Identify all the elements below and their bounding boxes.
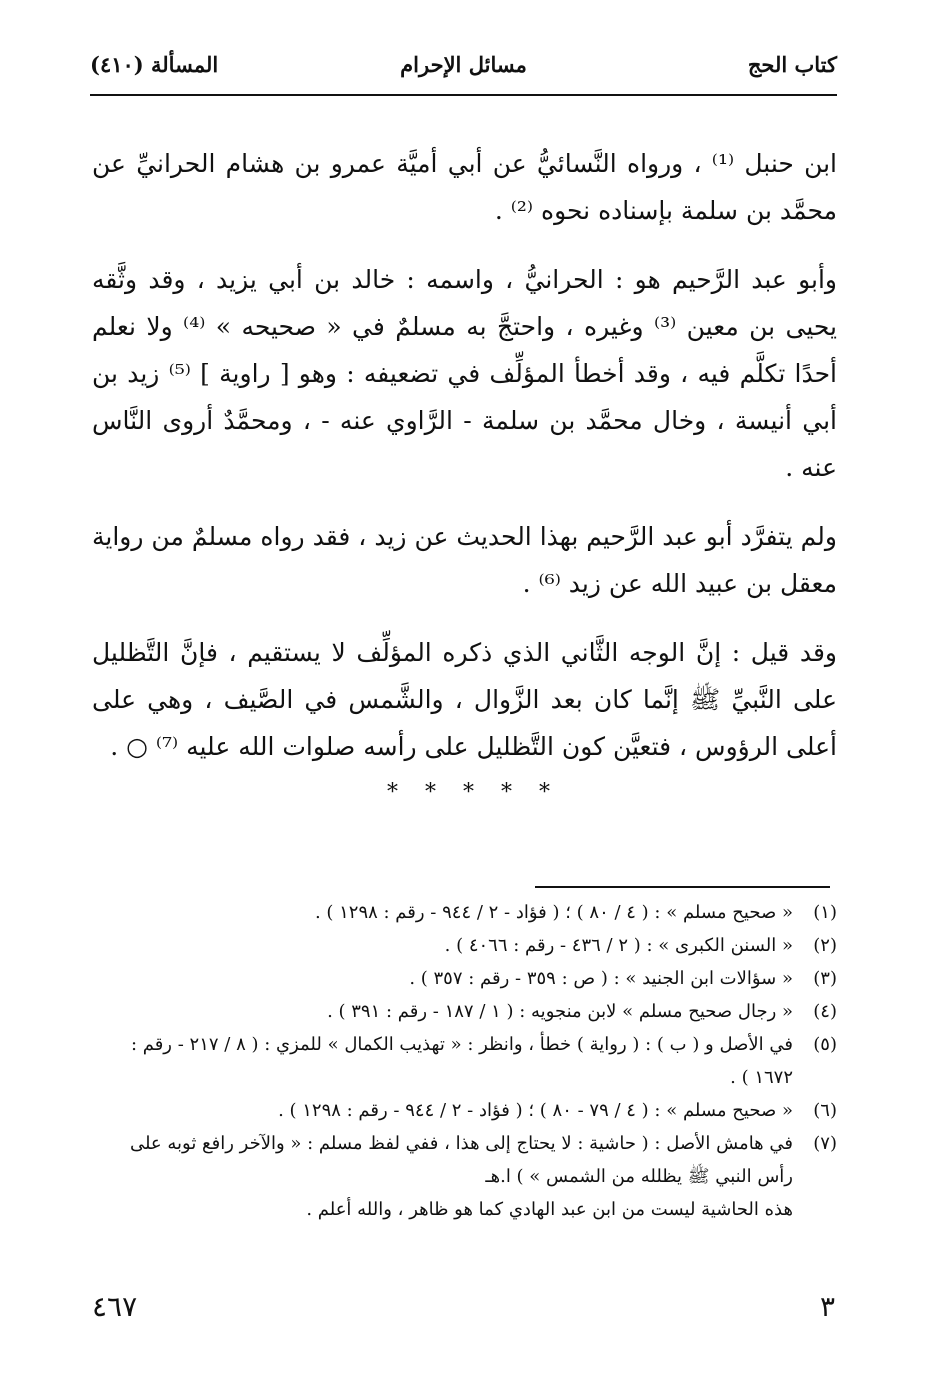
chapter-title: مسائل الإحرام bbox=[400, 52, 527, 77]
footnote-2 bbox=[92, 929, 837, 962]
footnote-1 bbox=[92, 896, 837, 929]
paragraph-1: ابن حنبل ⁽¹⁾ ، ورواه النَّسائيُّ عن أبي أميَّة عمرو بن هشام الحرانيِّ عن محمَّد بن سلمة بإسناده نحوه ⁽²⁾ . bbox=[92, 149, 838, 225]
footnote-number: (٣) bbox=[813, 968, 837, 989]
paragraph-4: وقد قيل : إنَّ الوجه الثَّاني الذي ذكره المؤلِّف لا يستقيم ، فإنَّ التَّظليل على النَّبيِّ ﷺ إنَّما كان بعد الزَّوال ، والشَّمس في الصَّيف ، وهي على أعلى الرؤوس ، فتعيَّن كون التَّظليل على رأسه صلوات الله عليه ⁽⁷⁾ ○ . bbox=[92, 638, 837, 761]
footnote-7-continuation: هذه الحاشية ليست من ابن عبد الهادي كما هو ظاهر ، والله أعلم . bbox=[306, 1199, 793, 1220]
header-divider bbox=[90, 94, 837, 96]
footnote-text: « رجال صحيح مسلم » لابن منجويه : ( ١ / ١٨٧ - رقم : ٣٩١ ) . bbox=[327, 1001, 793, 1022]
paragraph-2: وأبو عبد الرَّحيم هو : الحرانيُّ ، واسمه : خالد بن أبي يزيد ، وقد وثَّقه يحيى بن معين ⁽³⁾ وغيره ، واحتجَّ به مسلمٌ في « صحيحه » ⁽⁴⁾ ولا نعلم أحدًا تكلَّم فيه ، وقد أخطأ المؤلِّف في تضعيفه : وهو [ راوية ] ⁽⁵⁾ زيد بن أبي أنيسة ، وخال محمَّد بن سلمة - الرَّاوي عنه - ، ومحمَّدٌ أروى النَّاس عنه . bbox=[92, 265, 837, 482]
footnote-text: « صحيح مسلم » : ( ٤ / ٧٩ - ٨٠ ) ؛ ( فؤاد - ٢ / ٩٤٤ - رقم : ١٢٩٨ ) . bbox=[278, 1100, 793, 1121]
footnote-number: (٤) bbox=[813, 1001, 837, 1022]
footnotes bbox=[92, 896, 837, 1226]
footnote-text: « السنن الكبرى » : ( ٢ / ٤٣٦ - رقم : ٤٠٦٦ ) . bbox=[444, 935, 793, 956]
footnote-text: في هامش الأصل : ( حاشية : لا يحتاج إلى هذا ، ففي لفظ مسلم : « والآخر رافع ثوبه على رأس النبي ﷺ يظلله من الشمس » ) ا.هـ bbox=[129, 1133, 793, 1187]
main-text bbox=[92, 140, 837, 792]
issue-number: المسألة (٤١٠) bbox=[90, 52, 219, 77]
footnote-3 bbox=[92, 962, 837, 995]
footnote-divider bbox=[535, 886, 830, 888]
page-footer bbox=[90, 1288, 837, 1328]
footnote-4 bbox=[92, 995, 837, 1028]
page-number: ٤٦٧ bbox=[92, 1290, 138, 1323]
footnote-number: (٧) bbox=[813, 1133, 837, 1154]
footnote-6 bbox=[92, 1094, 837, 1127]
footnote-number: (١) bbox=[813, 902, 837, 923]
footnote-text: « سؤالات ابن الجنيد » : ( ص : ٣٥٩ - رقم : ٣٥٧ ) . bbox=[409, 968, 793, 989]
book-title: كتاب الحج bbox=[747, 52, 837, 77]
footnote-text: في الأصل و ( ب ) : ( رواية ) خطأ ، وانظر : « تهذيب الكمال » للمزي : ( ٨ / ٢١٧ - رقم : ١٦٧٢ ) . bbox=[130, 1034, 793, 1088]
footnote-number: (٢) bbox=[813, 935, 837, 956]
footnote-7 bbox=[92, 1127, 837, 1193]
footnote-text: « صحيح مسلم » : ( ٤ / ٨٠ ) ؛ ( فؤاد - ٢ / ٩٤٤ - رقم : ١٢٩٨ ) . bbox=[314, 902, 793, 923]
volume-number: ٣ bbox=[819, 1290, 835, 1323]
section-separator: * * * * * bbox=[387, 780, 560, 805]
footnote-number: (٦) bbox=[813, 1100, 837, 1121]
footnote-5 bbox=[92, 1028, 837, 1094]
footnote-number: (٥) bbox=[813, 1034, 837, 1055]
page-header bbox=[90, 44, 837, 84]
paragraph-3: ولم يتفرَّد أبو عبد الرَّحيم بهذا الحديث عن زيد ، فقد رواه مسلمٌ من رواية معقل بن عبيد الله عن زيد ⁽⁶⁾ . bbox=[92, 522, 837, 598]
